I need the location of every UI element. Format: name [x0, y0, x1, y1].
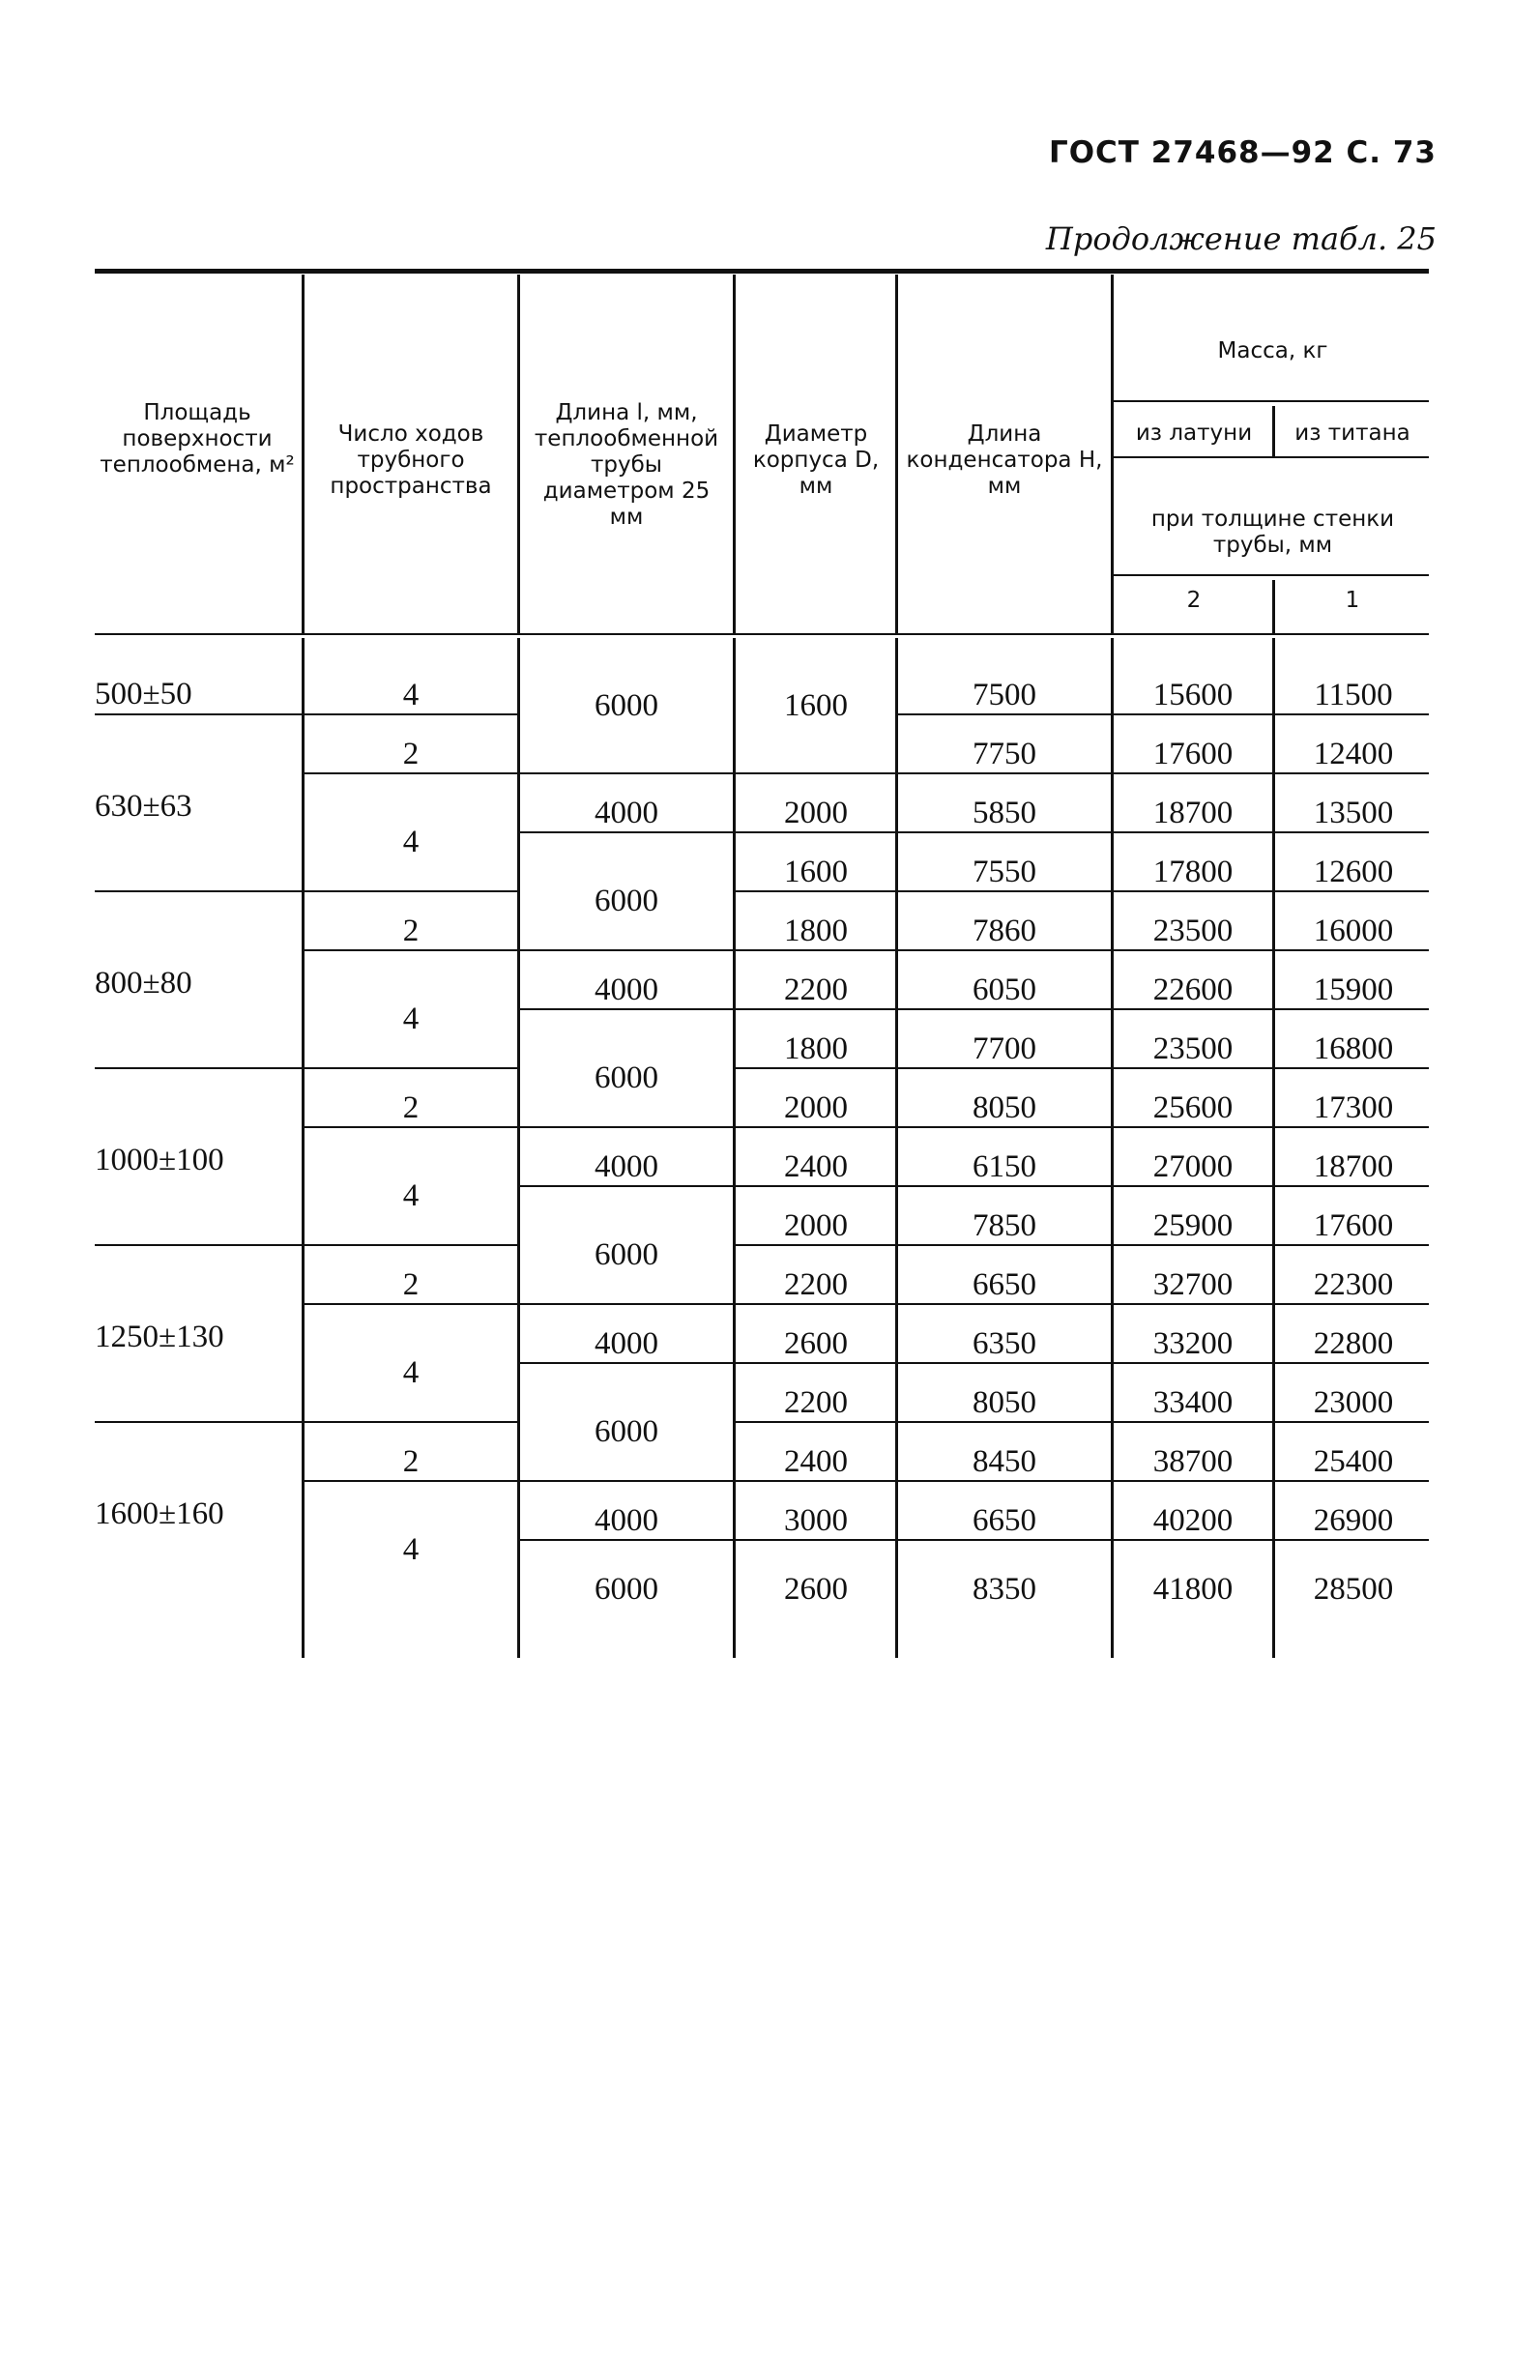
condenser-value: 5850 — [973, 796, 1036, 830]
titanium-mass-value: 17600 — [1313, 1208, 1394, 1243]
body-column-divider — [517, 638, 520, 1658]
length-rule — [517, 1303, 733, 1305]
length-value: 4000 — [595, 796, 658, 830]
brass-mass-value: 25600 — [1152, 1090, 1234, 1125]
diameter-value: 2400 — [784, 1444, 848, 1479]
brass-mass-value: 41800 — [1152, 1572, 1234, 1607]
length-rule — [517, 949, 733, 951]
brass-mass-value: 22600 — [1152, 972, 1234, 1007]
titanium-mass-value: 28500 — [1313, 1572, 1394, 1607]
body-column-divider — [302, 638, 305, 1658]
area-group-rule — [95, 1067, 302, 1069]
body-column-divider — [895, 638, 898, 1658]
diameter-rule — [733, 772, 895, 774]
passes-value: 2 — [402, 1090, 420, 1125]
brass-mass-value: 23500 — [1152, 914, 1234, 948]
diameter-value: 2600 — [784, 1572, 848, 1607]
passes-value: 2 — [402, 1267, 420, 1302]
condenser-value: 7750 — [973, 737, 1036, 771]
titanium-mass-value: 13500 — [1313, 796, 1394, 830]
titanium-mass-value: 26900 — [1313, 1503, 1394, 1538]
length-value: 4000 — [595, 1503, 658, 1538]
length-value: 6000 — [595, 1414, 658, 1449]
header-column-divider — [517, 275, 520, 633]
diameter-value: 2000 — [784, 1090, 848, 1125]
length-column-header: Длина l, мм, теплообменной трубы диаметром 25 мм — [534, 400, 719, 530]
passes-value: 2 — [402, 1444, 420, 1479]
area-group-rule — [95, 890, 302, 892]
titanium-column-header: из титана — [1294, 421, 1410, 446]
length-value: 6000 — [595, 688, 658, 723]
length-value: 6000 — [595, 1237, 658, 1272]
length-value: 4000 — [595, 972, 658, 1007]
diameter-value: 2200 — [784, 1385, 848, 1420]
condenser-value: 6150 — [973, 1149, 1036, 1184]
diameter-value: 1600 — [784, 688, 848, 723]
titanium-mass-value: 12600 — [1313, 855, 1394, 889]
titanium-mass-value: 25400 — [1313, 1444, 1394, 1479]
condenser-value: 6650 — [973, 1267, 1036, 1302]
brass-mass-value: 38700 — [1152, 1444, 1234, 1479]
condenser-value: 7860 — [973, 914, 1036, 948]
titanium-mass-value: 23000 — [1313, 1385, 1394, 1420]
brass-mass-value: 33200 — [1152, 1326, 1234, 1361]
condenser-value: 8450 — [973, 1444, 1036, 1479]
diameter-value: 2200 — [784, 1267, 848, 1302]
length-value: 6000 — [595, 1572, 658, 1607]
brass-column-header: из латуни — [1135, 421, 1253, 446]
header-column-divider — [302, 275, 305, 633]
passes-value: 4 — [402, 1532, 420, 1567]
material-header-rule — [1114, 456, 1429, 458]
condenser-value: 8350 — [973, 1572, 1036, 1607]
diameter-value: 3000 — [784, 1503, 848, 1538]
area-value: 1000±100 — [95, 1143, 224, 1177]
condenser-length-column-header: Длина конденсатора H, мм — [906, 421, 1103, 499]
passes-value: 4 — [402, 1001, 420, 1036]
diameter-value: 2600 — [784, 1326, 848, 1361]
condenser-value: 8050 — [973, 1090, 1036, 1125]
header-column-divider — [733, 275, 736, 633]
titanium-mass-value: 16000 — [1313, 914, 1394, 948]
condenser-value: 8050 — [973, 1385, 1036, 1420]
thickness-divider — [1272, 580, 1275, 633]
titanium-mass-value: 12400 — [1313, 737, 1394, 771]
brass-mass-value: 23500 — [1152, 1031, 1234, 1066]
body-column-divider — [733, 638, 736, 1658]
condenser-value: 7550 — [973, 855, 1036, 889]
titanium-mass-value: 22800 — [1313, 1326, 1394, 1361]
length-rule — [517, 772, 733, 774]
condenser-value: 7700 — [973, 1031, 1036, 1066]
diameter-value: 1800 — [784, 1031, 848, 1066]
diameter-value: 2000 — [784, 796, 848, 830]
condenser-value: 7500 — [973, 678, 1036, 712]
brass-mass-value: 27000 — [1152, 1149, 1234, 1184]
passes-value: 4 — [402, 825, 420, 859]
brass-mass-value: 18700 — [1152, 796, 1234, 830]
diameter-value: 2200 — [784, 972, 848, 1007]
mass-header-rule — [1114, 400, 1429, 402]
length-rule — [517, 1126, 733, 1128]
titanium-mass-value: 15900 — [1313, 972, 1394, 1007]
brass-mass-value: 17600 — [1152, 737, 1234, 771]
length-rule — [517, 1480, 733, 1482]
diameter-value: 2000 — [784, 1208, 848, 1243]
titanium-mass-value: 11500 — [1314, 678, 1393, 712]
passes-rule — [302, 1421, 517, 1423]
passes-rule — [302, 1244, 517, 1246]
area-value: 1600±160 — [95, 1496, 224, 1531]
thickness-header-rule — [1114, 574, 1429, 576]
length-value: 6000 — [595, 1060, 658, 1095]
body-column-divider — [1272, 638, 1275, 1658]
header-bottom-rule — [95, 633, 1429, 635]
diameter-value: 2400 — [784, 1149, 848, 1184]
page-header: ГОСТ 27468—92 С. 73 — [1048, 135, 1437, 170]
passes-column-header: Число ходов трубного пространства — [330, 421, 492, 499]
length-value: 4000 — [595, 1326, 658, 1361]
area-column-header: Площадь поверхности теплообмена, м² — [100, 400, 295, 478]
area-group-rule — [95, 1244, 302, 1246]
diameter-column-header: Диаметр корпуса D, мм — [752, 421, 880, 499]
diameter-value: 1800 — [784, 914, 848, 948]
passes-value: 2 — [402, 737, 420, 771]
condenser-value: 7850 — [973, 1208, 1036, 1243]
table-continuation-caption: Продолжение табл. 25 — [1045, 220, 1437, 257]
body-column-divider — [1111, 638, 1114, 1658]
brass-mass-value: 15600 — [1152, 678, 1234, 712]
brass-mass-value: 32700 — [1152, 1267, 1234, 1302]
brass-mass-value: 17800 — [1152, 855, 1234, 889]
area-group-rule — [95, 1421, 302, 1423]
condenser-value: 6050 — [973, 972, 1036, 1007]
passes-value: 4 — [402, 1178, 420, 1213]
passes-rule — [302, 890, 517, 892]
passes-value: 2 — [402, 914, 420, 948]
header-column-divider — [895, 275, 898, 633]
material-divider — [1272, 406, 1275, 456]
diameter-value: 1600 — [784, 855, 848, 889]
brass-mass-value: 33400 — [1152, 1385, 1234, 1420]
area-value: 500±50 — [95, 677, 192, 711]
brass-mass-value: 40200 — [1152, 1503, 1234, 1538]
titanium-mass-value: 16800 — [1313, 1031, 1394, 1066]
area-value: 800±80 — [95, 966, 192, 1001]
table-top-rule — [95, 269, 1429, 274]
titanium-thickness-value: 1 — [1345, 588, 1360, 613]
titanium-mass-value: 17300 — [1313, 1090, 1394, 1125]
passes-value: 4 — [402, 678, 420, 712]
condenser-value: 6650 — [973, 1503, 1036, 1538]
mass-column-header: Масса, кг — [1217, 338, 1328, 363]
length-value: 6000 — [595, 884, 658, 918]
area-value: 630±63 — [95, 789, 192, 824]
brass-thickness-value: 2 — [1186, 588, 1202, 613]
wall-thickness-header: при толщине стенки трубы, мм — [1150, 507, 1395, 558]
area-group-rule — [95, 713, 302, 715]
passes-value: 4 — [402, 1355, 420, 1390]
passes-rule — [302, 1067, 517, 1069]
titanium-mass-value: 22300 — [1313, 1267, 1394, 1302]
area-value: 1250±130 — [95, 1320, 224, 1354]
titanium-mass-value: 18700 — [1313, 1149, 1394, 1184]
length-value: 4000 — [595, 1149, 658, 1184]
condenser-value: 6350 — [973, 1326, 1036, 1361]
header-column-divider — [1111, 275, 1114, 633]
brass-mass-value: 25900 — [1152, 1208, 1234, 1243]
